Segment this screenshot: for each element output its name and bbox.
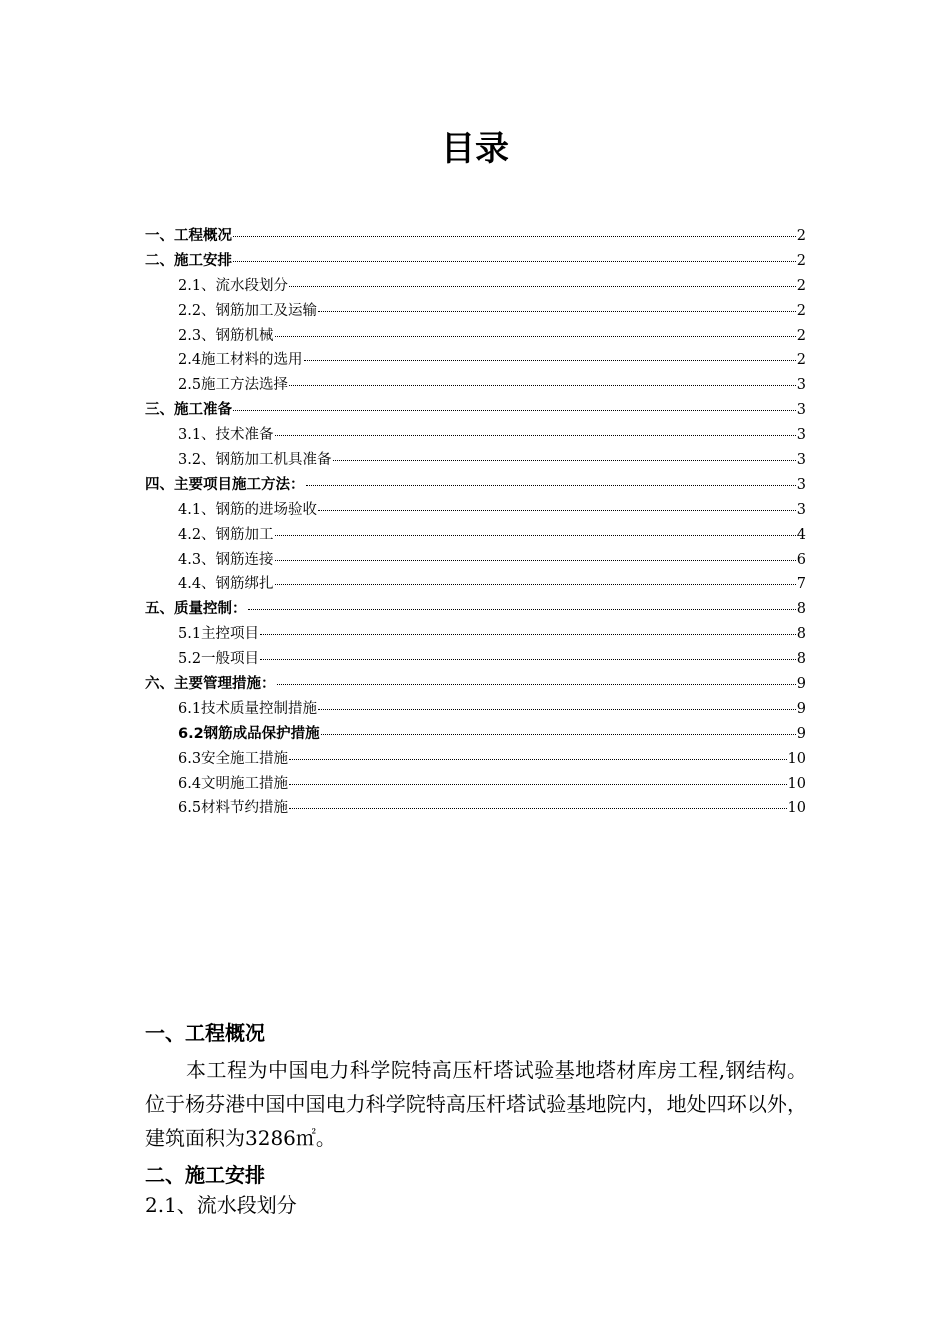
- toc-entry[interactable]: [145, 722, 806, 747]
- toc-entry[interactable]: [145, 423, 806, 448]
- toc-entry-label: 六、主要管理措施：: [145, 676, 276, 693]
- toc-entry-label: 6.5材料节约措施: [178, 800, 289, 817]
- toc-leader-dots: [333, 460, 796, 461]
- toc-leader-dots: [275, 535, 796, 536]
- toc-entry[interactable]: [145, 697, 806, 722]
- toc-entry-page: 2: [796, 252, 806, 269]
- toc-entry[interactable]: [145, 224, 806, 249]
- toc-entry-page: 3: [796, 402, 806, 419]
- toc-entry-label: 6.3安全施工措施: [178, 750, 289, 767]
- toc-entry[interactable]: [145, 348, 806, 373]
- toc-leader-dots: [275, 560, 796, 561]
- toc-entry-page: 6: [796, 551, 806, 568]
- toc-entry-label: 五、质量控制：: [145, 601, 247, 618]
- toc-entry[interactable]: [145, 373, 806, 398]
- toc-entry-label: 二、施工安排: [145, 252, 232, 269]
- toc-entry[interactable]: [145, 672, 806, 697]
- toc-entry-label: 4.4、钢筋绑扎: [178, 576, 274, 593]
- toc-leader-dots: [321, 734, 796, 735]
- toc-entry[interactable]: [145, 572, 806, 597]
- toc-leader-dots: [318, 311, 796, 312]
- toc-entry-label: 5.2一般项目: [178, 651, 260, 668]
- toc-entry-page: 2: [796, 302, 806, 319]
- toc-leader-dots: [289, 759, 786, 760]
- toc-leader-dots: [306, 485, 796, 486]
- table-of-contents: [145, 224, 806, 821]
- toc-entry-page: 3: [796, 377, 806, 394]
- toc-entry-label: 2.3、钢筋机械: [178, 327, 274, 344]
- toc-entry-page: 9: [796, 676, 806, 693]
- toc-entry-label: 四、主要项目施工方法：: [145, 476, 305, 493]
- toc-entry[interactable]: [145, 523, 806, 548]
- toc-entry-label: 2.1、流水段划分: [178, 277, 289, 294]
- toc-entry-page: 2: [796, 277, 806, 294]
- section-2: [145, 1160, 807, 1220]
- section-heading: 二、施工安排: [145, 1163, 265, 1187]
- toc-entry-page: 9: [796, 700, 806, 717]
- toc-entry[interactable]: [145, 772, 806, 797]
- toc-entry-label: 6.2钢筋成品保护措施: [178, 725, 320, 742]
- toc-entry[interactable]: [145, 647, 806, 672]
- toc-leader-dots: [248, 609, 796, 610]
- toc-leader-dots: [304, 360, 796, 361]
- toc-entry-label: 4.1、钢筋的进场验收: [178, 501, 318, 518]
- toc-leader-dots: [260, 634, 796, 635]
- toc-entry-page: 10: [787, 800, 806, 817]
- toc-entry[interactable]: [145, 796, 806, 821]
- toc-entry-page: 3: [796, 476, 806, 493]
- toc-entry-page: 2: [796, 228, 806, 244]
- toc-leader-dots: [289, 808, 786, 809]
- toc-entry-page: 8: [796, 651, 806, 668]
- toc-entry[interactable]: [145, 473, 806, 498]
- toc-entry-label: 2.5施工方法选择: [178, 377, 289, 394]
- toc-entry-label: 2.4施工材料的选用: [178, 352, 303, 369]
- toc-entry-label: 4.2、钢筋加工: [178, 526, 274, 543]
- subsection-heading: 2.1、流水段划分: [145, 1193, 297, 1217]
- toc-leader-dots: [275, 336, 796, 337]
- toc-entry[interactable]: [145, 498, 806, 523]
- toc-entry[interactable]: [145, 597, 806, 622]
- toc-leader-dots: [289, 784, 786, 785]
- toc-entry-label: 2.2、钢筋加工及运输: [178, 302, 318, 319]
- toc-entry-label: 三、施工准备: [145, 402, 232, 419]
- toc-leader-dots: [275, 584, 796, 585]
- toc-entry-page: 3: [796, 452, 806, 469]
- toc-entry[interactable]: [145, 274, 806, 299]
- toc-entry-page: 3: [796, 427, 806, 444]
- toc-entry-label: 3.2、钢筋加工机具准备: [178, 452, 332, 469]
- toc-entry-page: 4: [796, 526, 806, 543]
- toc-leader-dots: [318, 709, 796, 710]
- toc-entry[interactable]: [145, 324, 806, 349]
- toc-entry-label: 一、工程概况: [145, 228, 232, 244]
- toc-leader-dots: [289, 385, 796, 386]
- toc-entry-label: 6.4文明施工措施: [178, 775, 289, 792]
- toc-entry-page: 2: [796, 352, 806, 369]
- toc-leader-dots: [318, 510, 796, 511]
- toc-entry[interactable]: [145, 747, 806, 772]
- toc-entry-label: 3.1、技术准备: [178, 427, 274, 444]
- toc-entry-page: 7: [796, 576, 806, 593]
- toc-entry[interactable]: [145, 448, 806, 473]
- toc-entry[interactable]: [145, 398, 806, 423]
- toc-entry-page: 9: [796, 725, 806, 742]
- toc-entry[interactable]: [145, 249, 806, 274]
- toc-leader-dots: [233, 261, 796, 262]
- toc-entry-page: 8: [796, 601, 806, 618]
- toc-entry[interactable]: [145, 622, 806, 647]
- toc-entry-page: 10: [787, 775, 806, 792]
- toc-entry-page: 3: [796, 501, 806, 518]
- toc-leader-dots: [233, 410, 796, 411]
- toc-entry-label: 6.1技术质量控制措施: [178, 700, 318, 717]
- section-paragraph: 本工程为中国电力科学院特高压杆塔试验基地塔材库房工程,钢结构。位于杨芬港中国中国电力科学院特高压杆塔试验基地院内，地处四环以外，建筑面积为3286㎡。: [145, 1058, 807, 1150]
- toc-entry-page: 8: [796, 626, 806, 643]
- section-1: [145, 1018, 807, 1155]
- toc-leader-dots: [275, 435, 796, 436]
- toc-entry-label: 5.1主控项目: [178, 626, 260, 643]
- toc-leader-dots: [289, 286, 796, 287]
- toc-entry-page: 2: [796, 327, 806, 344]
- toc-entry-label: 4.3、钢筋连接: [178, 551, 274, 568]
- toc-leader-dots: [277, 684, 796, 685]
- toc-leader-dots: [260, 659, 796, 660]
- toc-entry[interactable]: [145, 299, 806, 324]
- toc-title: 目录: [441, 129, 509, 169]
- section-heading: 一、工程概况: [145, 1021, 265, 1045]
- toc-entry-page: 10: [787, 750, 806, 767]
- toc-leader-dots: [233, 236, 796, 237]
- toc-entry[interactable]: [145, 548, 806, 573]
